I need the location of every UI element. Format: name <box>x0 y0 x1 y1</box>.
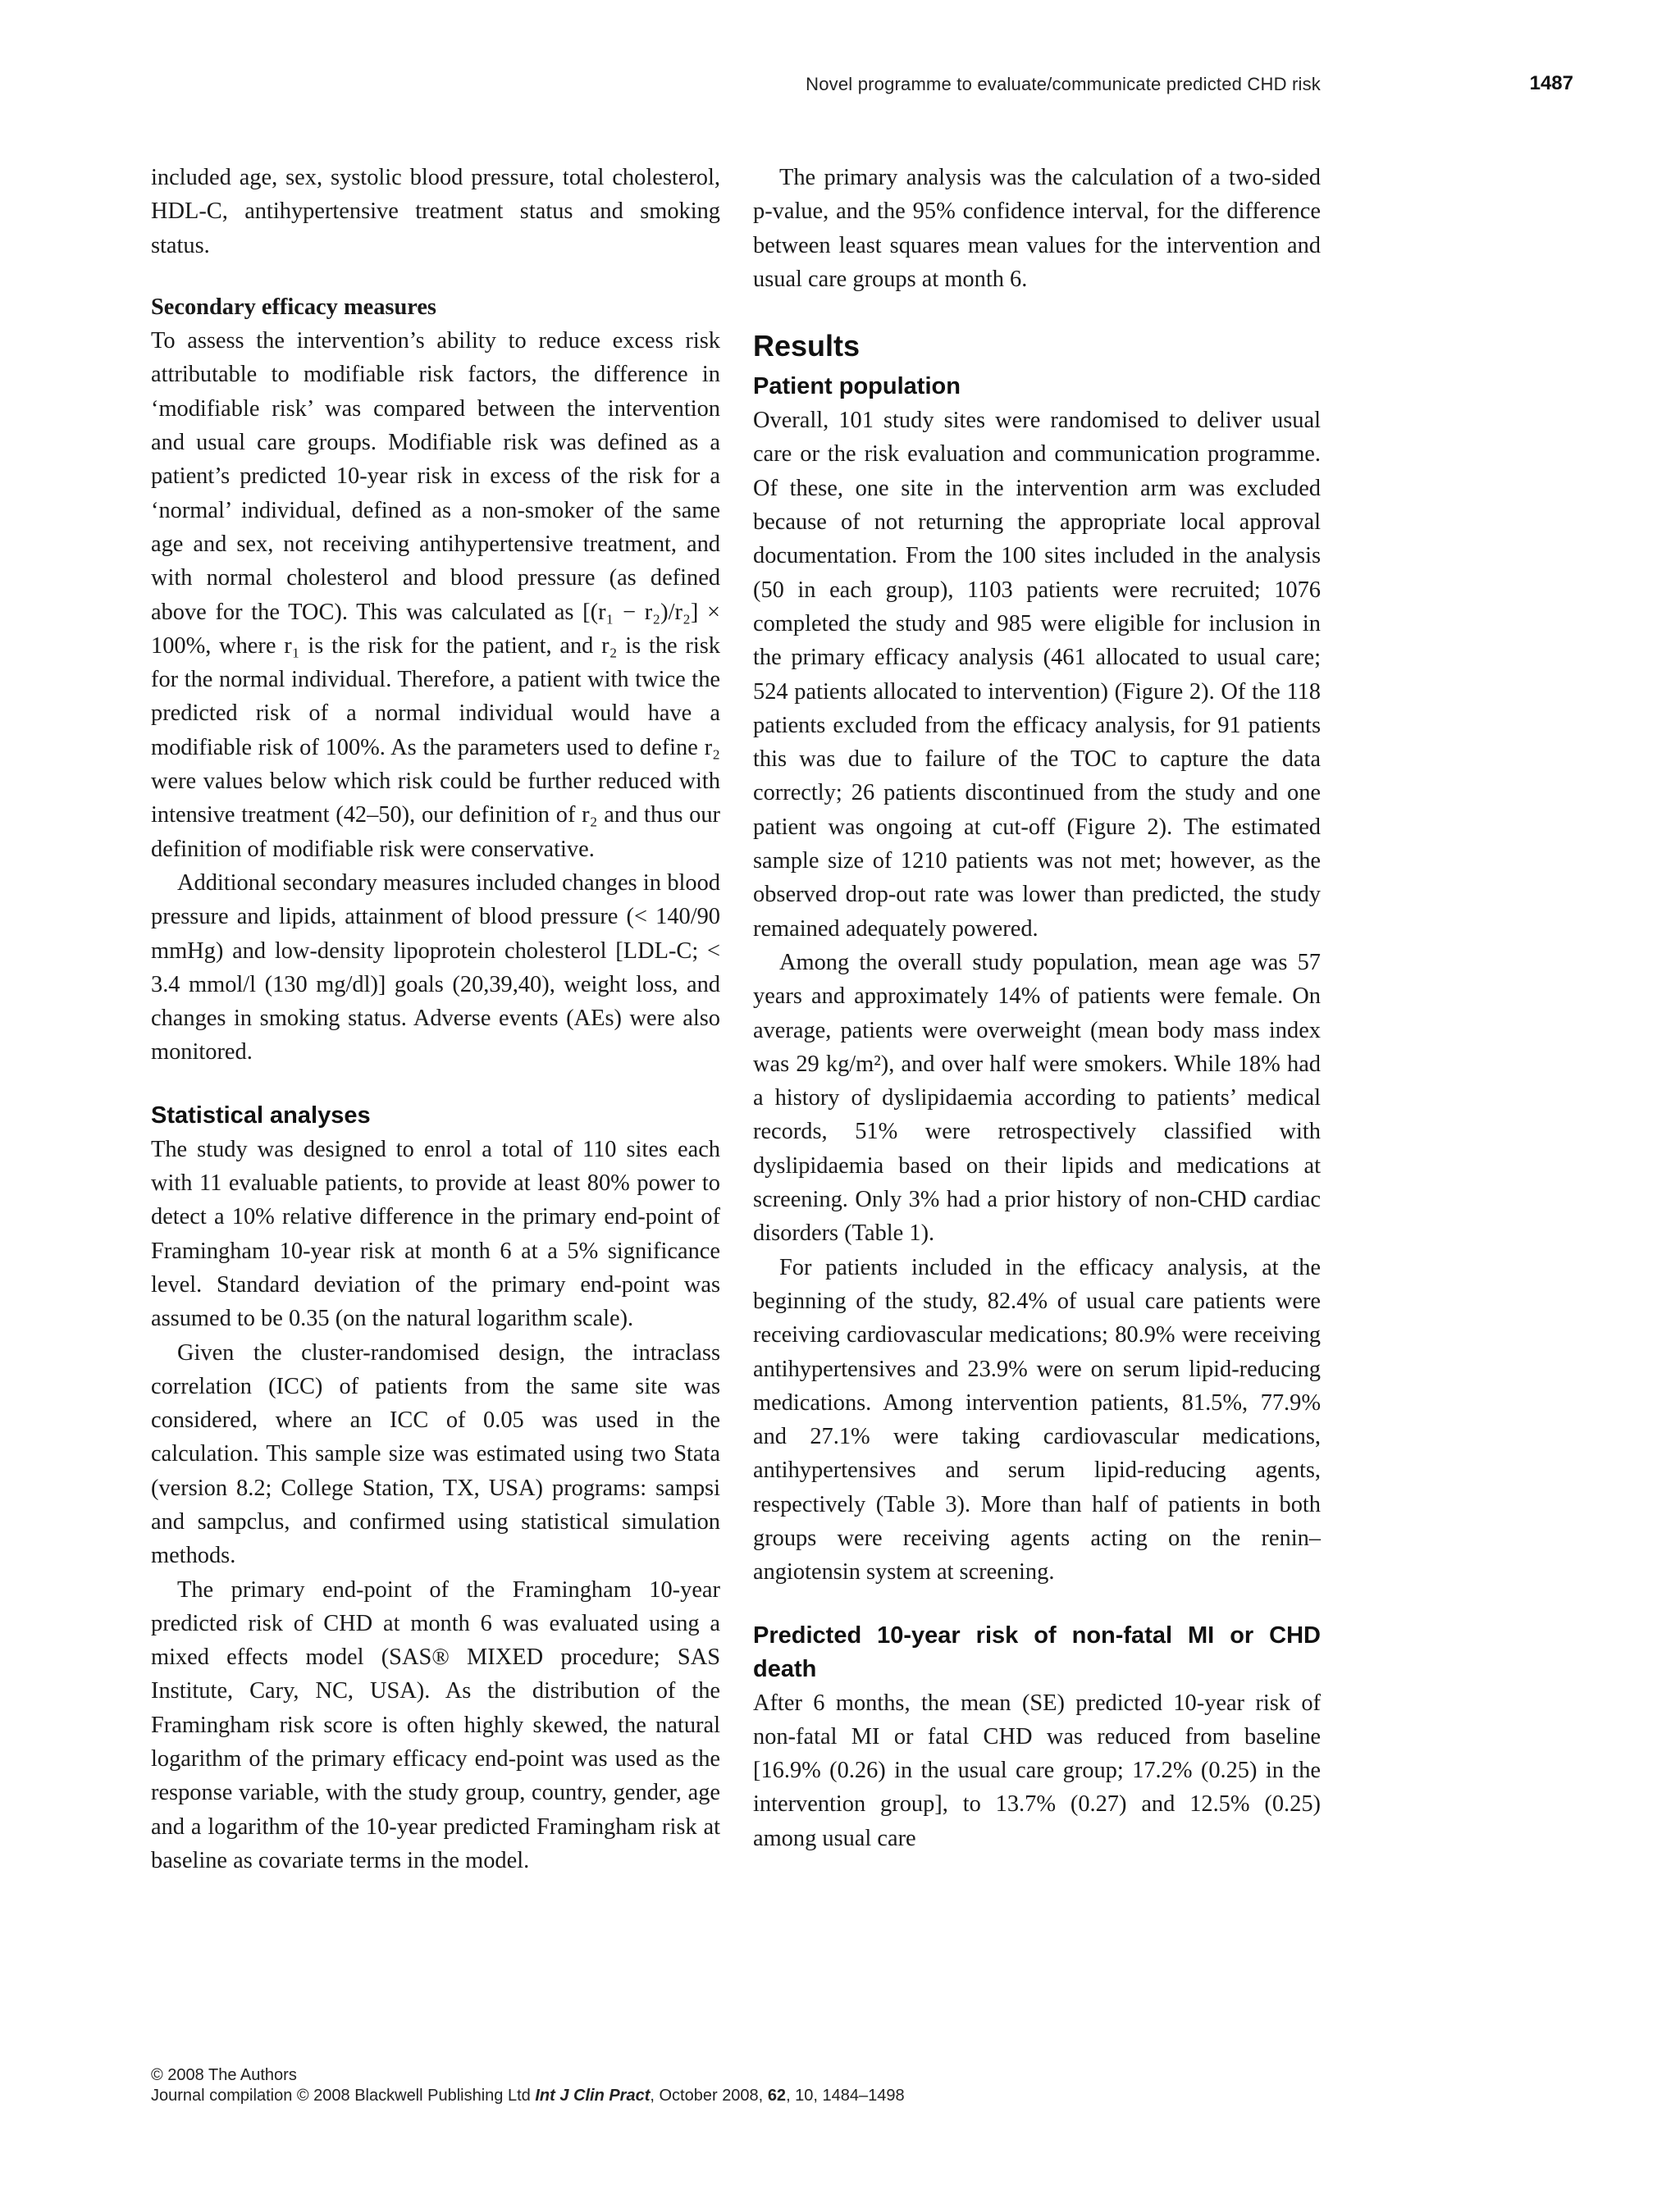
page-number: 1487 <box>1529 72 1573 94</box>
paragraph-secondary-2: Additional secondary measures included changes in blood pressure and lipids, attainment of blood pressure (< 140/90 mmHg) and low-density lipoprotein cholesterol [LDL-C; < 3.4 mmol/l (130 mg/dl)] goals (20,39,40), weight loss, and changes in smoking status. Adverse events (AEs) were also monitored. <box>151 869 720 1065</box>
journal-name: Int J Clin Pract <box>535 2087 651 2105</box>
compilation-text: Journal compilation © 2008 Blackwell Publishing Ltd <box>151 2087 531 2105</box>
patient-population-heading: Patient population <box>753 373 961 400</box>
predicted-risk-heading: Predicted 10-year risk of non-fatal MI or CHD death <box>753 1622 1321 1682</box>
journal-date: , October 2008, <box>650 2087 764 2105</box>
journal-volume: 62 <box>767 2087 787 2105</box>
results-heading: Results <box>753 329 861 363</box>
running-title: Novel programme to evaluate/communicate predicted CHD risk <box>806 74 1321 94</box>
paragraph-population-3: For patients included in the efficacy analysis, at the beginning of the study, 82.4% of usual care patients were receiving cardiovascular medications; 80.9% were receiving antihypertensives and 23.9% were on serum lipid-reducing medications. Among intervention patients, 81.5%, 77.9% and 27.1% were taking cardiovascular medications, antihypertensives and serum lipid-reducing agents, respectively (Table 3). More than half of patients in both groups were receiving agents acting on the renin–angiotensin system at screening. <box>753 1254 1321 1585</box>
secondary-efficacy-heading: Secondary efficacy measures <box>151 294 436 320</box>
paragraph-population-1: Overall, 101 study sites were randomised to deliver usual care or the risk evaluation and communication programme. Of these, one site in the intervention arm was excluded because of not returning the appropriate local approval documentation. From the 100 sites included in the analysis (50 in each group), 1103 patients were recruited; 1076 completed the study and 985 were eligible for inclusion in the primary efficacy analysis (461 allocated to usual care; 524 patients allocated to intervention) (Figure 2). Of the 118 patients excluded from the efficacy analysis, for 91 patients this was due to failure of the TOC to capture the data correctly; 26 patients discontinued from the study and one patient was ongoing at cut-off (Figure 2). The estimated sample size of 1210 patients was not met; however, as the observed drop-out rate was lower than predicted, the study remained adequately powered. <box>753 408 1321 942</box>
paragraph-population-2: Among the overall study population, mean age was 57 years and approximately 14% of patients were female. On average, patients were overweight (mean body mass index was 29 kg/m²), and over half were smokers. While 18% had a history of dyslipidaemia according to patients’ medical records, 51% were retrospectively classified with dyslipidaemia based on their lipids and medications at screening. Only 3% had a prior history of non-CHD cardiac disorders (Table 1). <box>753 949 1321 1247</box>
paragraph-risk-1: After 6 months, the mean (SE) predicted 10-year risk of non-fatal MI or fatal CHD was reduced from baseline [16.9% (0.26) in the usual care group; 17.2% (0.25) in the intervention group], to 13.7% (0.27) and 12.5% (0.25) among usual care <box>753 1690 1321 1851</box>
paragraph-stats-2: Given the cluster-randomised design, the intraclass correlation (ICC) of patients from the same site was considered, where an ICC of 0.05 was used in the calculation. This sample size was estimated using two Stata (version 8.2; College Station, TX, USA) programs: sampsi and sampclus, and confirmed using statistical simulation methods. <box>151 1339 720 1569</box>
journal-line <box>151 2086 905 2106</box>
right-column <box>753 161 1321 1855</box>
statistical-analyses-heading: Statistical analyses <box>151 1102 371 1129</box>
paragraph-secondary-1: To assess the intervention’s ability to reduce excess risk attributable to modifiable risk factors, the difference in ‘modifiable risk’ was compared between the intervention and usual care groups. Modifiable risk was defined as a patient’s predicted 10-year risk in excess of the risk for a ‘normal’ individual, defined as a non-smoker of the same age and sex, not receiving antihypertensive treatment, and with normal cholesterol and blood pressure (as defined above for the TOC). This was calculated as [(r₁ − r₂)/r₂] × 100%, where r₁ is the risk for the patient, and r₂ is the risk for the normal individual. Therefore, a patient with twice the predicted risk of a normal individual would have a modifiable risk of 100%. As the parameters used to define r₂ were values below which risk could be further reduced with intensive treatment (42–50), our definition of r₂ and thus our definition of modifiable risk were conservative. <box>151 328 720 862</box>
paragraph-stats-1: The study was designed to enrol a total of 110 sites each with 11 evaluable patients, to provide at least 80% power to detect a 10% relative difference in the primary end-point of Framingham 10-year risk at month 6 at a 5% significance level. Standard deviation of the primary end-point was assumed to be 0.35 (on the natural logarithm scale). <box>151 1136 720 1332</box>
left-column <box>151 161 720 1877</box>
paragraph-primary-analysis: The primary analysis was the calculation of a two-sided p-value, and the 95% confidence interval, for the difference between least squares mean values for the intervention and usual care groups at month 6. <box>753 165 1321 292</box>
paragraph-stats-3: The primary end-point of the Framingham 10-year predicted risk of CHD at month 6 was evaluated using a mixed effects model (SAS® MIXED procedure; SAS Institute, Cary, NC, USA). As the distribution of the Framingham risk score is often highly skewed, the natural logarithm of the primary efficacy end-point was used as the response variable, with the study group, country, gender, age and a logarithm of the 10-year predicted Framingham risk at baseline as covariate terms in the model. <box>151 1576 720 1873</box>
paragraph-intro-continued: included age, sex, systolic blood pressure, total cholesterol, HDL-C, antihypertensive treatment status and smoking status. <box>151 165 720 258</box>
page-footer <box>151 2065 905 2106</box>
copyright-line: © 2008 The Authors <box>151 2066 297 2084</box>
journal-issue-pages: , 10, 1484–1498 <box>786 2087 905 2105</box>
